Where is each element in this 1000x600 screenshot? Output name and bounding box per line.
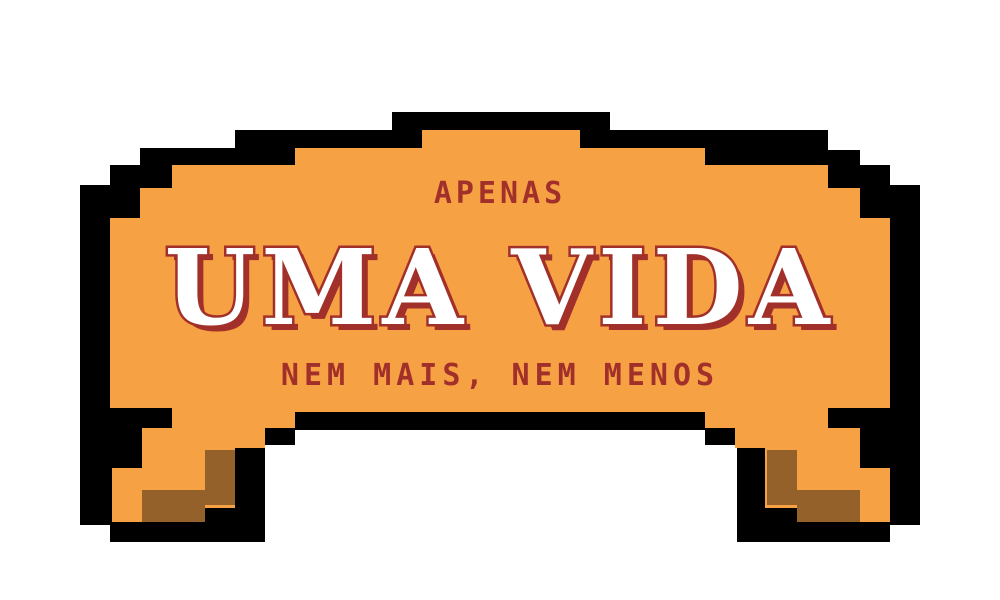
main-title: UMA VIDA	[164, 226, 836, 349]
pre-title: APENAS	[433, 176, 567, 211]
subtitle: NEM MAIS, NEM MENOS	[280, 358, 720, 393]
